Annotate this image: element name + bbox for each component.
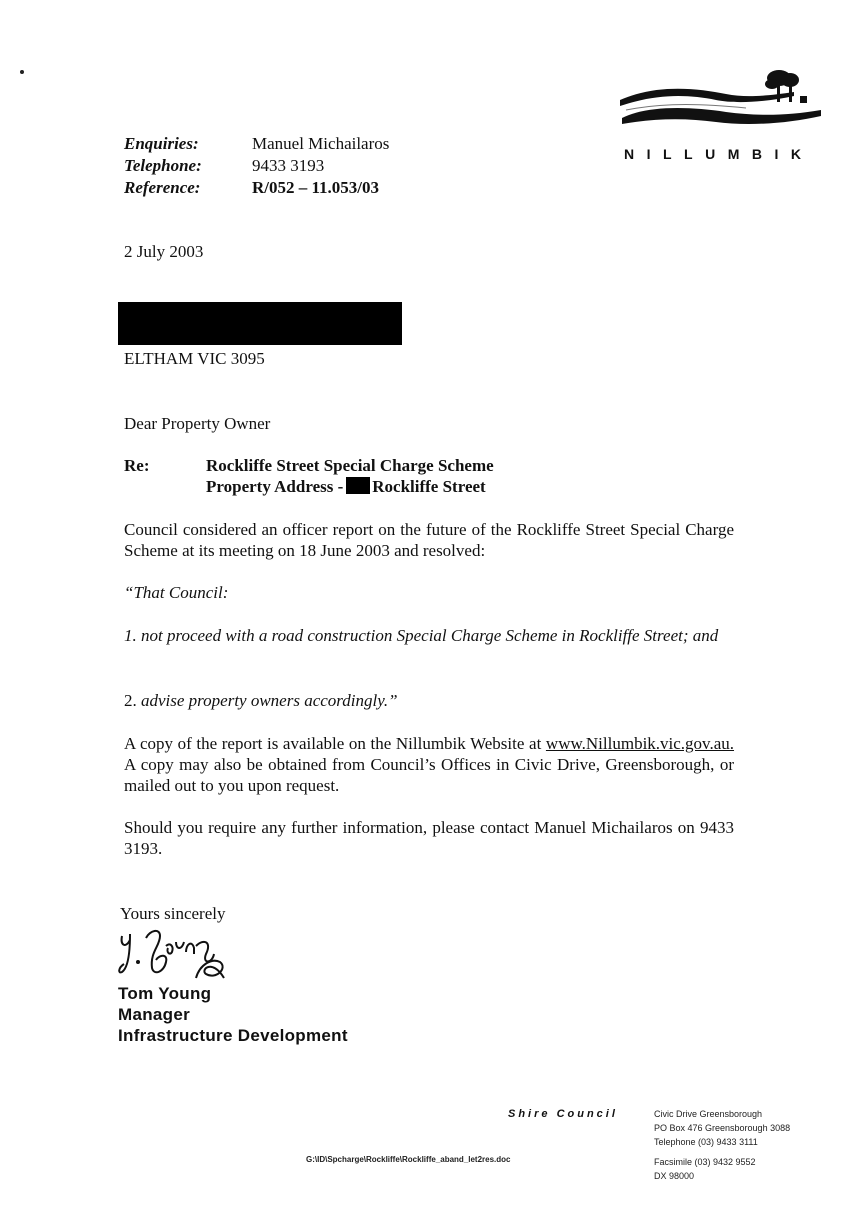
- reference-value: R/052 – 11.053/03: [252, 178, 380, 197]
- resolution-item-1: 1. not proceed with a road construction Special Charge Scheme in Rockliffe Street; and: [124, 626, 719, 645]
- footer-dx: DX 98000: [654, 1171, 695, 1181]
- paragraph-contact: Should you require any further information, please contact Manuel Michailaros on 9433 3193.: [124, 818, 734, 858]
- resolution-heading: “That Council:: [124, 583, 229, 602]
- telephone-label: Telephone:: [124, 156, 202, 175]
- enquiries-label: Enquiries:: [124, 134, 199, 153]
- resolution-item-2-text: advise property owners accordingly.”: [141, 691, 398, 710]
- subject-line-2: [206, 477, 486, 497]
- signatory-name: Tom Young: [118, 984, 212, 1003]
- redacted-street-number: [346, 477, 370, 494]
- subject-label: Re:: [124, 456, 150, 475]
- telephone-value: 9433 3193: [252, 156, 325, 175]
- signatory-department: Infrastructure Development: [118, 1026, 348, 1045]
- letter-date: 2 July 2003: [124, 242, 204, 261]
- subject-property-suffix: Rockliffe Street: [372, 477, 486, 496]
- salutation: Dear Property Owner: [124, 414, 271, 433]
- footer-file-path: G:\ID\Spcharge\Rockliffe\Rockliffe_aband_let2res.doc: [306, 1155, 511, 1164]
- footer-address-line-1: Civic Drive Greensborough: [654, 1109, 763, 1119]
- paragraph-resolution-intro: Council considered an officer report on the future of the Rockliffe Street Special Charge Scheme at its meeting on 18 June 2003 and resolved:: [124, 520, 734, 560]
- reference-label: Reference:: [124, 178, 201, 197]
- paragraph-report-copy: [124, 733, 734, 796]
- report-copy-lead: A copy of the report is available on the Nillumbik Website at: [124, 734, 542, 753]
- footer-telephone: Telephone (03) 9433 3111: [654, 1137, 758, 1147]
- address-suburb-line: ELTHAM VIC 3095: [124, 349, 265, 368]
- logo-wordmark: NILLUMBIK: [624, 146, 814, 162]
- valediction: Yours sincerely: [120, 904, 226, 923]
- stray-dot: [20, 70, 24, 74]
- redacted-addressee: [118, 302, 402, 345]
- enquiries-value: Manuel Michailaros: [252, 134, 390, 153]
- footer-contact-block: [654, 1107, 790, 1183]
- nillumbik-website-link[interactable]: www.Nillumbik.vic.gov.au.: [545, 734, 735, 753]
- footer-facsimile: Facsimile (03) 9432 9552: [654, 1157, 756, 1167]
- footer-shire-council: Shire Council: [508, 1108, 618, 1120]
- nillumbik-logo: [616, 66, 826, 144]
- resolution-item-2-number: 2.: [124, 691, 137, 710]
- report-copy-rest: A copy may also be obtained from Council’s Offices in Civic Drive, Greensborough, or mailed out to you upon request.: [124, 755, 734, 795]
- subject-line-1: Rockliffe Street Special Charge Scheme: [206, 456, 494, 475]
- resolution-item-2: [124, 690, 398, 711]
- subject-property-prefix: Property Address -: [206, 477, 344, 496]
- signature-image: [116, 924, 236, 980]
- signatory-title: Manager: [118, 1005, 191, 1024]
- footer-address-line-2: PO Box 476 Greensborough 3088: [654, 1123, 791, 1133]
